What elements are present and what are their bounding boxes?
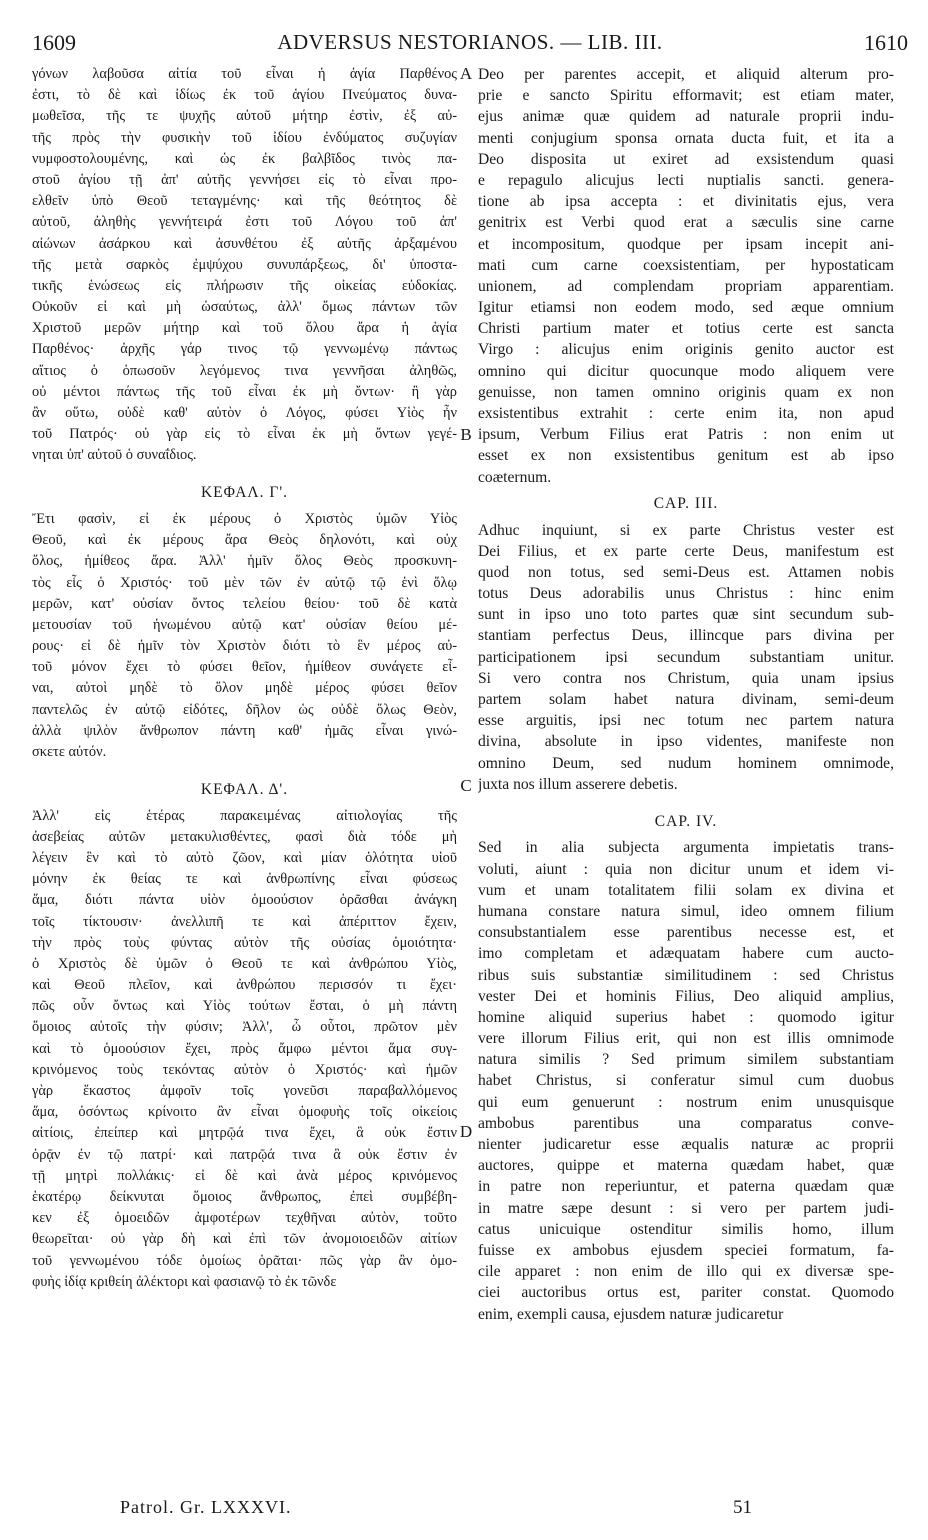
text-line: κεν ἐξ ὁμοειδῶν ἀμφοτέρων τεχθῆναι αὐτὸν, τοῦτο [32, 1210, 457, 1227]
text-line: e repagulo alicujus lecti nuptialis sancti. genera- [478, 171, 894, 189]
text-line: Dei Filius, et ex parte certe Deus, manifestum est [478, 542, 894, 560]
text-line: φυὴς ἰδίᾳ κριθείη ἀλέκτορι καὶ φασιανῷ τὸ ἐκ τῶνδε [32, 1273, 337, 1290]
text-line: ἑκατέρῳ δείκνυται ὅμοιος ἄνθρωπος, ἐπεὶ συμβέβη- [32, 1188, 457, 1205]
text-line: Deo per parentes accepit, et aliquid alterum pro- [478, 66, 894, 83]
text-line: νυμφοστολουμένης, καὶ ὡς ἐκ βαλβῖδος τινὸς πα- [32, 150, 457, 167]
text-line: κρινόμενος τοὺς τεκόντας αὐτὸν ὁ Χριστός· καὶ ἡμῶν [32, 1061, 457, 1078]
text-line: unionem, ad complendam propriam apparentiam. [478, 277, 894, 295]
text-line: Igitur etiamsi non eodem modo, sed æque omnium [478, 299, 894, 317]
text-line: habet Christus, si conferatur simul cum duobus [478, 1072, 894, 1090]
text-line: divina, absolute in ipso videntes, manifeste non [478, 733, 894, 751]
text-line: ἀσεβείας αὐτῶν μετακυλισθέντες, φασὶ διὰ τόδε μὴ [32, 828, 457, 845]
text-line: τοῦ μόνον ἔχει τὸ φύσει θεῖον, ἡμίθεον συνάγετε εἶ- [32, 659, 457, 676]
latin-paragraph-3 [478, 837, 894, 1324]
text-line: τικῆς ἑνώσεως εἰς πλήρωσιν τῆς οἰκείας εὐδοκίας. [32, 277, 457, 294]
text-line: αἴτιος ὁ ὁπωσοῦν λεγόμενος τινα γεννῆσαι ἀληθῶς, [32, 362, 457, 379]
text-line: μωθεῖσα, τῆς τε ψυχῆς αὐτοῦ μήτηρ ἐστὶν, ἐξ αὐ- [32, 108, 457, 125]
text-line: Θεοῦ, καὶ ἐκ μέρους ἄρα Θεὸς δηλονότι, καὶ οὐχ [32, 532, 457, 549]
text-line: menti conjugium sponsa ornata ducta fuit, et ita a [478, 129, 894, 147]
text-line: prie e sancto Spiritu efformavit; est etiam mater, [478, 87, 894, 105]
text-line: θεωρεῖται· οὐ γὰρ δὴ καὶ ἐπὶ τῶν ἀνομοιοειδῶν αἰτίων [32, 1231, 457, 1248]
text-line: ὁρᾷν ἐν τῷ πατρί· καὶ πατρῷά τινα ἃ οὐκ ἔστιν ἐν [32, 1146, 457, 1163]
text-line: Παρθένος· ἀρχῆς γάρ τινος τῷ γεννωμένῳ πάντως [32, 341, 457, 358]
text-line: Ἔτι φασὶν, εἰ ἐκ μέρους ὁ Χριστὸς ὑμῶν Υἱὸς [32, 510, 457, 527]
text-line: juxta nos illum asserere debetis. [478, 775, 678, 793]
text-line: μερῶν, κατ' οὐσίαν ὄντος τελείου θείου· τοῦ δὲ κατὰ [32, 595, 457, 612]
text-line: participationem ipsi secundum substantiam unitur. [478, 648, 894, 666]
text-line: coæternum. [478, 468, 552, 486]
running-title: ADVERSUS NESTORIANOS. — LIB. III. [277, 30, 663, 54]
text-line: genitrix est Verbi quod erat a sæculis sine carne [478, 214, 894, 232]
greek-column [32, 64, 457, 1293]
text-line: τοῖς τίκτουσιν· ἀνελλιπῆ τε καὶ ἀπέριττον ἔχειν, [32, 913, 457, 930]
text-line: ejus animæ quæ quidem ad naturale proprii indu- [478, 108, 894, 126]
text-line: Sed in alia subjecta argumenta impietatis trans- [478, 839, 894, 857]
margin-marker-b: B [460, 425, 472, 444]
text-line: ambobus parentibus una comparatus conve- [478, 1114, 894, 1132]
text-line: fuisse ex ambobus ejusdem speciei formatum, fa- [478, 1241, 894, 1259]
text-line: αἰώνων ἀσάρκου καὶ ἀσυνθέτου ἐξ αὐτῆς ἀρξαμένου [32, 235, 457, 252]
text-line: ἐστι, τὸ δὲ καὶ ἰδίως ἐκ τοῦ ἁγίου Πνεύματος δυνα- [32, 87, 457, 104]
latin-chapter-4-title: CAP. IV. [654, 812, 718, 830]
text-line: ciei auctoribus ortus est, pariter constat. Quomodo [478, 1284, 894, 1302]
text-line: genuisse, non tamen omnino originis quam ex non [478, 383, 894, 401]
text-line: stantiam perfectus Deus, illincque pars divina per [478, 627, 894, 645]
margin-marker-c: C [460, 776, 472, 795]
text-line: ribus suis substantiæ similitudinem : sed Christus [478, 966, 894, 984]
text-line: τοῦ γεννωμένου τόδε ὁμοίως ὁρᾶται· πῶς γὰρ ἂν ὁμο- [32, 1252, 457, 1269]
greek-paragraph-1 [32, 64, 457, 467]
text-line: τὸς εἷς ὁ Χριστός· τοῦ μὲν τῶν ἐν αὐτῷ τῷ ἑνὶ ὅλῳ [32, 574, 457, 591]
text-line: cile apparet : non enim de illo qui ex diversæ spe- [478, 1263, 894, 1281]
text-line: ὅμοιος αὐτοῖς τὴν φύσιν; Ἀλλ', ὦ οὗτοι, πρῶτον μὲν [32, 1019, 457, 1036]
text-line: et incompositum, quodque per ipsam incepit ani- [478, 235, 894, 253]
text-line: ἂν οὕτω, οὐδὲ καθ' αὐτὸν ὁ Λόγος, φύσει Υἱὸς ἦν [32, 405, 457, 421]
margin-marker-a: A [459, 64, 473, 83]
text-line: τῆς πρὸς τὴν φυσικὴν τοῦ ἰδίου ἐνδύματος συζυγίαν [32, 129, 457, 146]
text-line: exsistentibus extrahit : certe enim ita, non apud [478, 405, 894, 422]
text-line: Virgo : alicujus enim originis genito auctor est [478, 341, 894, 359]
text-line: mati cum carne coexsistentiam, per hypostaticam [478, 256, 894, 274]
text-line: omnino Deum, sed nudum hominem omnimode, [478, 754, 894, 772]
footer-series: Patrol. Gr. LXXXVI. [120, 1497, 292, 1517]
text-line: tione ab ipsa accepta : et divinitatis ejus, vera [478, 193, 894, 211]
text-line: παντελῶς ἐν αὐτῷ εἰδότες, δῆλον ὡς οὐδὲ ὅλως Θεὸν, [32, 701, 457, 718]
text-line: in patre non reperiuntur, et paterna quædam quæ [478, 1178, 894, 1196]
text-line: Χριστοῦ μερῶν μήτηρ καὶ τοῦ ὅλου ἄρα ἡ ἁγία [32, 320, 457, 337]
text-line: τοῦ Πατρός· οὐ γὰρ εἰς τὸ εἶναι ἐκ μὴ ὄντων γεγέ- [32, 426, 457, 443]
text-line: Deo disposita ut exiret ad exsistendum quasi [478, 150, 894, 168]
text-line: totus Deus adorabilis unus Christus : hinc enim [478, 585, 894, 603]
text-line: Si vero contra nos Christum, quia unam ipsius [478, 669, 894, 687]
text-line: vum et unam totalitatem filii solam ex divina et [478, 881, 894, 899]
text-line: μετουσίαν τοῦ ἡνωμένου αὐτῷ κατ' οὐσίαν θείου μέ- [32, 616, 457, 633]
text-line: omnino qui dicitur quocunque modo aliquem vere [478, 362, 894, 380]
text-line: vester Dei et hominis Filius, Deo aliquid amplius, [478, 987, 894, 1005]
text-line: λέγειν ἓν καὶ τὸ αὐτὸ ζῶον, καὶ μίαν ὁλότητα υἱοῦ [32, 849, 457, 866]
text-line: ἀλλὰ ψιλὸν ἄνθρωπον πάντη καθ' ἡμᾶς εἶναι γινώ- [32, 722, 457, 739]
greek-paragraph-2 [32, 509, 457, 763]
text-line: αἰτίοις, ἐπείπερ καὶ μητρῷά τινα ἔχει, ἃ οὐκ ἔστιν [32, 1125, 457, 1142]
text-line: ελθεῖν ὑπὸ Θεοῦ τεταγμένης· καὶ τῆς θεότητος δὲ [32, 193, 457, 210]
text-line: πῶς οὖν ὄντως καὶ Υἱὸς τούτων ἔσται, ὁ μὴ πάντη [32, 998, 457, 1015]
text-line: qui eum genuerunt : nostrum enim unusquisque [478, 1093, 894, 1111]
text-line: nienter judicaretur esse æqualis naturæ ac proprii [478, 1136, 894, 1153]
text-line: auctores, quippe et materna quædam habet, quæ [478, 1157, 894, 1175]
footer-signature: 51 [733, 1497, 752, 1518]
text-line: voluti, aiunt : quia non dicitur unum et idem vi- [478, 860, 894, 878]
text-line: quod non totus, sed semi-Deus est. Attamen nobis [478, 563, 894, 581]
text-line: γὰρ ἕκαστος ἀμφοῖν τοῖς γονεῦσι παραβαλλόμενος [32, 1083, 457, 1100]
text-line: enim, exempli causa, ejusdem naturæ judicaretur [478, 1305, 784, 1323]
greek-chapter-4-title: ΚΕΦΑΛ. Δ'. [200, 780, 289, 798]
text-line: ipsum, Verbum Filius erat Patris : non enim ut [478, 426, 894, 444]
latin-column [478, 64, 894, 1325]
text-line: vere illorum Filius erit, qui non est illis omnimode [478, 1030, 894, 1048]
text-line: Ἀλλ' εἰς ἑτέρας παρακειμένας αἰτιολογίας τῆς [32, 807, 457, 824]
text-line: στοῦ ἁγίου τῇ ἀπ' αὐτῆς γεννήσει εἰς τὸ εἶναι προ- [32, 171, 457, 188]
page-number-left: 1609 [32, 30, 76, 55]
text-line: ὁ Χριστὸς δὲ ὑμῶν ὁ Θεοῦ τε καὶ ἀνθρώπου Υἱὸς, [32, 955, 457, 972]
latin-chapter-3-title: CAP. III. [653, 494, 719, 512]
text-line: τῆς μετὰ σαρκὸς ἐμψύχου συνυπάρξεως, δι' ὑποστα- [32, 256, 457, 273]
page-number-right: 1610 [864, 30, 908, 55]
text-line: Christi partium mater et totius certe est sancta [478, 320, 894, 338]
text-line: esse arguitis, ipsi nec totum nec partem natura [478, 712, 894, 730]
greek-paragraph-3 [32, 806, 457, 1293]
text-line: partem solam habet natura divinam, semi-deum [478, 691, 894, 709]
text-line: humana constare natura simul, ideo omnem filium [478, 902, 894, 920]
text-line: homine aliquid superius habet : quomodo igitur [478, 1008, 894, 1026]
text-line: αὐτοῦ, ἀληθὴς γεννήτειρά ἐστι τοῦ Λόγου τοῦ ἀπ' [32, 214, 457, 231]
text-line: ρους· εἰ δὲ ἡμῖν τὸν Χριστὸν διότι τὸ ἓν μέρος αὐ- [32, 638, 457, 655]
text-line: τῇ μητρὶ πολλάκις· εἰ δὲ καὶ ἀνὰ μέρος κρινόμενος [32, 1167, 457, 1184]
greek-chapter-3-title: ΚΕΦΑΛ. Γ'. [200, 484, 289, 502]
text-line: sunt in ipso uno toto partes quæ sint secundum sub- [478, 606, 894, 624]
text-line: νηται ὑπ' αὐτοῦ ὁ συναΐδιος. [32, 447, 197, 464]
text-line: catus unicuique ostenditur similis homo, illum [478, 1220, 894, 1238]
text-line: consubstantialem esse parentibus necesse est, et [478, 924, 894, 942]
running-header [32, 30, 908, 58]
latin-paragraph-2 [478, 520, 894, 795]
text-line: μόνην ἐκ θείας τε καὶ ἀνθρωπίνης εἶναι φύσεως [32, 871, 457, 888]
text-line: esset ex non exsistentibus genitum est ab ipso [478, 447, 894, 465]
text-line: ὅλος, ἡμίθεος ἄρα. Ἀλλ' ἡμῖν ὅλος Θεὸς προσκυνη- [32, 553, 457, 570]
latin-paragraph-1 [478, 64, 894, 488]
text-line: Adhuc inquiunt, si ex parte Christus vester est [478, 521, 894, 539]
text-line: καὶ Θεοῦ πλεῖον, καὶ ἀνθρώπου περισσόν τι ἔχει· [32, 977, 457, 994]
text-line: καὶ τὸ ὁμοούσιον ἔχει, πρὸς ἄμφω μέντοι ἅμα συγ- [32, 1040, 457, 1057]
text-line: οὐ μέντοι πάντως τῆς τοῦ εἶναι ἐκ μὴ ὄντων· ἢ γὰρ [32, 383, 457, 400]
text-line: γόνων λαβοῦσα αἰτία τοῦ εἶναι ἡ ἁγία Παρθένος [32, 66, 457, 82]
text-line: σκετε αὐτόν. [32, 744, 107, 761]
text-line: ναι, αὐτοὶ μηδὲ τὸ ὅλον μηδὲ μέρος φύσει θεῖον [32, 680, 457, 697]
text-line: natura similis ? Sed primum similem substantiam [478, 1051, 894, 1069]
text-line: ἅμα, διότι πάντα υἱὸν ὁμοούσιον ὁρᾶσθαι ἀνάγκη [32, 892, 457, 909]
margin-marker-d: D [459, 1122, 473, 1141]
text-line: ἅμα, ὁσόντως κρίνοιτο ἂν εἶναι ὁμοφυὴς τοῖς οἰκείοις [32, 1104, 457, 1121]
text-line: in matre sæpe desunt : si vero per partem judi- [478, 1199, 894, 1217]
text-line: τὴν πρὸς τοὺς φύντας αὐτὸν τῆς οὐσίας ὁμοιότητα· [32, 934, 457, 951]
text-line: imo completam et adæquatam habere cum aucto- [478, 945, 894, 963]
text-line: Οὐκοῦν εἰ καὶ μὴ ὡσαύτως, ἀλλ' ὅμως πάντων τῶν [32, 299, 457, 316]
